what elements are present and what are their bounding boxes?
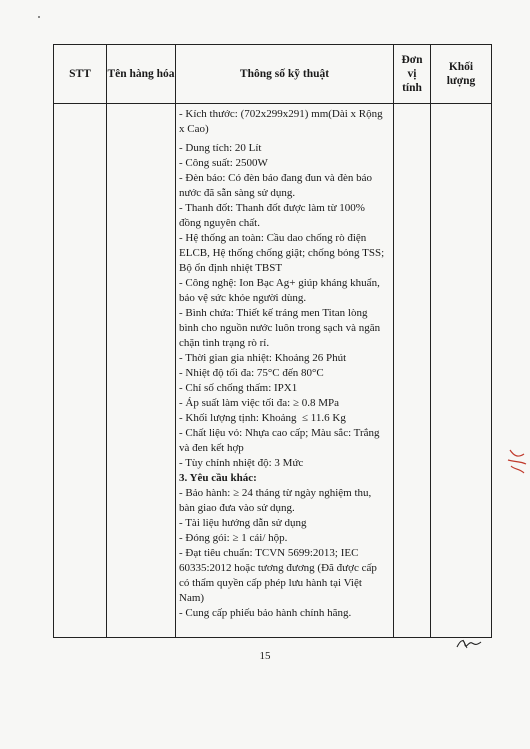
spec-line: bình cho nguồn nước luôn trong sạch và ngăn: [179, 322, 381, 334]
section-title: 3. Yêu cầu khác:: [179, 472, 257, 484]
cell-quantity: [431, 104, 492, 638]
spec-line: Bộ ổn định nhiệt TBST: [179, 262, 283, 274]
spec-line: - Chỉ số chống thấm: IPX1: [179, 382, 298, 394]
spec-line: đồng nguyên chất.: [179, 217, 260, 229]
spec-table: [53, 44, 492, 638]
cell-unit: [394, 104, 431, 638]
header-specifications: Thông số kỹ thuật: [176, 45, 394, 104]
spec-line: - Hệ thống an toàn: Cầu dao chống rò điện: [179, 232, 367, 244]
spec-line: - Nhiệt độ tối đa: 75°C đến 80°C: [179, 367, 324, 379]
requirement-line: bàn giao đưa vào sử dụng.: [179, 502, 295, 514]
spec-line: - Đèn báo: Có đèn báo đang đun và đèn báo: [179, 172, 373, 184]
spec-line: bảo vệ sức khỏe người dùng.: [179, 292, 307, 304]
cell-stt: [54, 104, 107, 638]
requirement-line: - Cung cấp phiếu bảo hành chính hãng.: [179, 607, 352, 619]
spec-line: và đen kết hợp: [179, 442, 244, 454]
table-header-row: [54, 45, 492, 104]
spec-line: - Chất liệu vỏ: Nhựa cao cấp; Màu sắc: Trắng: [179, 427, 380, 439]
spec-line: - Tùy chỉnh nhiệt độ: 3 Mức: [179, 457, 304, 469]
header-unit: Đơn vị tính: [394, 45, 431, 104]
page-number: 15: [259, 650, 271, 662]
header-quantity: Khối lượng: [431, 45, 492, 104]
spec-line: - Kích thước: (702x299x291) mm(Dài x Rộng: [179, 108, 383, 120]
cell-specifications: [176, 104, 394, 638]
spec-line: - Thời gian gia nhiệt: Khoảng 26 Phút: [179, 352, 347, 364]
spec-line: nước đã sẵn sàng sử dụng.: [179, 187, 296, 199]
spec-line: - Áp suất làm việc tối đa: ≥ 0.8 MPa: [179, 397, 340, 409]
spec-line: ELCB, Hệ thống chống giật; chống bỏng TSS;: [179, 247, 385, 259]
requirement-line: - Bảo hành: ≥ 24 tháng từ ngày nghiệm thu,: [179, 487, 372, 499]
requirement-line: 60335:2012 hoặc tương đương (Đã được cấp: [179, 562, 377, 574]
scan-speck: [38, 16, 40, 18]
spec-line: - Công nghệ: Ion Bạc Ag+ giúp kháng khuẩn,: [179, 277, 380, 289]
table-row: [54, 104, 492, 638]
requirement-line: - Đóng gói: ≥ 1 cái/ hộp.: [179, 532, 288, 544]
spec-line: x Cao): [179, 123, 209, 135]
requirement-line: - Tài liệu hướng dẫn sử dụng: [179, 517, 307, 529]
cell-product-name: [107, 104, 176, 638]
requirement-line: có thẩm quyền cấp phép lưu hành tại Việt: [179, 577, 362, 589]
spec-line: - Khối lượng tịnh: Khoảng ≤ 11.6 Kg: [179, 412, 346, 424]
header-product-name: Tên hàng hóa: [107, 45, 176, 104]
spec-line: - Thanh đốt: Thanh đốt được làm từ 100%: [179, 202, 365, 214]
requirement-line: Nam): [179, 592, 205, 604]
spec-line: - Bình chứa: Thiết kế tráng men Titan lòng: [179, 307, 368, 319]
spec-line: - Công suất: 2500W: [179, 157, 268, 169]
red-stamp-mark: [506, 446, 528, 476]
signature-mark: [455, 637, 483, 651]
spec-line: chặn tình trạng rò rỉ.: [179, 337, 270, 349]
requirement-line: - Đạt tiêu chuẩn: TCVN 5699:2013; IEC: [179, 547, 359, 559]
header-stt: STT: [54, 45, 107, 104]
spec-line: - Dung tích: 20 Lít: [179, 142, 262, 154]
